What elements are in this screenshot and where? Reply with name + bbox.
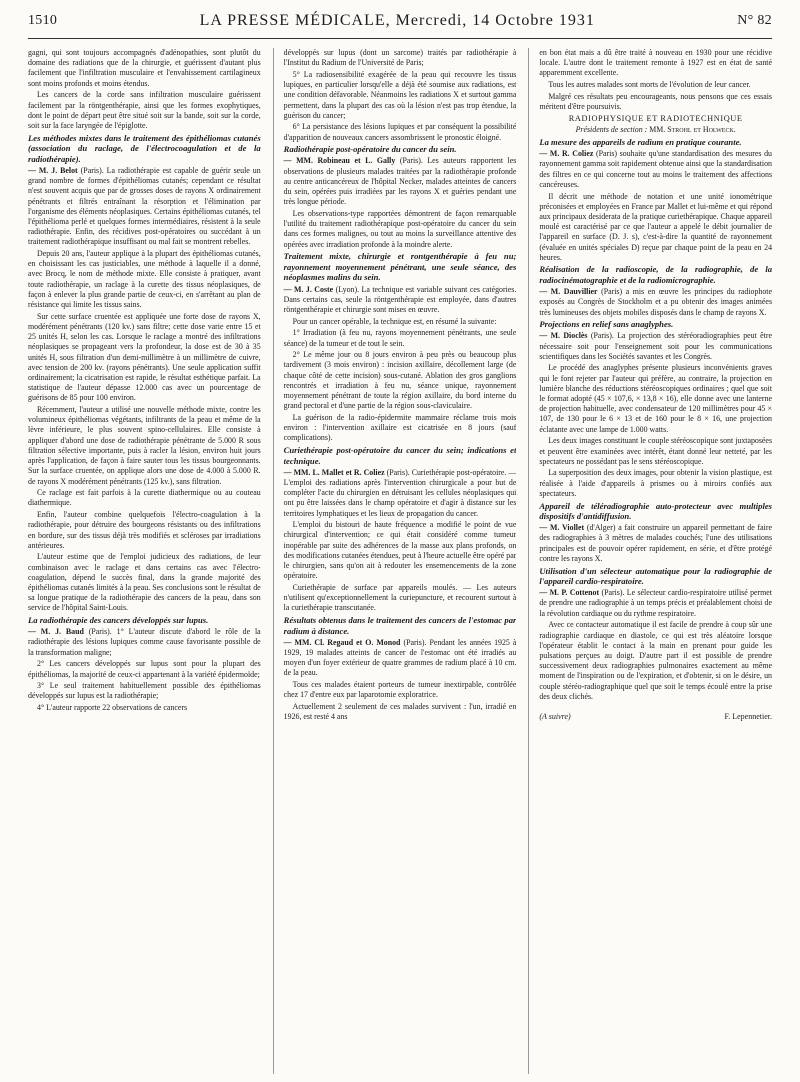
column-3 (528, 48, 772, 1074)
paragraph (284, 638, 517, 679)
paragraph: 1° Irradiation (à feu nu, rayons moyennement pénétrants, une seule séance) de la tumeur et de tout le sein. (283, 328, 517, 348)
paragraph-text: (Paris). Pendant les années 1925 à 1929, 19 malades atteints de cancer de l'estomac ont été irradiés au moyen d'un foyer extérieur de quatre grammes de radium placé à 10 cm. de la peau. (283, 637, 517, 678)
paragraph: Les observations-type rapportées démontrent de façon remarquable l'utilité du traitement radiothérapique post-opératoire du cancer du sein dans ces formes malignes, ou tout au moins la surveillance attentive des opérées avec irradiation profonde à la moindre alerte. (283, 208, 517, 249)
paragraph: Malgré ces résultats peu encourageants, nous pensons que ces essais méritent d'être poursuivis. (539, 91, 773, 112)
paragraph (539, 523, 772, 564)
article-footer (539, 712, 772, 722)
paragraph (539, 149, 772, 190)
paragraph-text: (Paris). 1° L'auteur discute d'abord le rôle de la radiothérapie des lésions lupiques comme cause favorisante possible de la transformation maligne; (28, 627, 261, 657)
column-1 (28, 48, 261, 1074)
section-title-text: La mesure des appareils de radium en pratique courante. (539, 137, 742, 148)
section-title (539, 264, 772, 285)
paragraph: 2° Les cancers développés sur lupus sont pour la plupart des épithéliomas, la majorité de ceux-ci appartenant à la variété épidermoïde; (28, 659, 261, 679)
paragraph (284, 468, 517, 519)
paragraph: L'auteur estime que de l'emploi judicieux des radiations, de leur combinaison avec le raclage et dans certains cas avec l'électro-coagulation, dépend le succès final, dans la grande majorité des épithéliomas cutanés limités à la peau. Ses conclusions sont le résultat de sa longue pratique de la radiothérapie des cancers de la peau, dans son service de l'hôpital Saint-Louis. (28, 552, 261, 613)
paragraph: Actuellement 2 seulement de ces malades survivent : l'un, irradié en 1926, est resté 4 ans (283, 702, 517, 722)
author: — M. P. Cottenot (539, 588, 600, 598)
journal-title: LA PRESSE MÉDICALE, Mercredi, 14 Octobre 1931 (199, 12, 595, 29)
paragraph (284, 156, 517, 207)
paragraph-text: (Paris). Le sélecteur cardio-respiratoire utilisé permet de prendre une radiographie à un temps précis et préalablement choisi de la révolution cardiaque ou du rythme respiratoire. (539, 588, 773, 618)
section-title-text: Réalisation de la radioscopie, de la radiographie, de la radiocinématographie et de la radiomicrographie. (539, 264, 773, 286)
section-title (539, 319, 772, 330)
paragraph: Sur cette surface cruentée est appliquée une forte dose de rayons X, modérément pénétrants (120 kv.) sans filtre; cette dose varie entre 15 et 25 unités H, selon les cas. Lorsque le raclage a montré des infiltrations néoplasiques se propageant vers la profondeur, la dose est de 30 à 35 unités H, sous filtration d'un demi-millimètre à un millimètre de cuivre, avec tension de 200 kv. (rayons pénétrants). Une seule application suffit ordinairement; la cicatrisation est rapide, le résultat esthétique parfait. La statistique de l'auteur dépasse 12.000 cas avec un pourcentage de guérisons de 85 pour 100 environ. (28, 311, 261, 403)
paragraph (284, 285, 517, 316)
paragraph: Il décrit une méthode de notation et une unité ionométrique préconisées et employées en France par Mallet et lui-même et qui répond aux principaux desiderata de la pratique curiethérapique. Chaque appareil moulé est caractérisé par ce que l'auteur a appelé le débit journalier de l'appareil en surface (D. J. s), c'est-à-dire la quantité de rayonnement (évaluée en unités spéciales D) reçue par chaque point de la peau en 24 heures. (539, 191, 773, 262)
paragraph (539, 588, 772, 619)
page-number: 1510 (28, 13, 58, 28)
issue-number: N° 82 (737, 13, 772, 28)
presidents-label: Présidents de section : (575, 125, 648, 135)
paragraph: 3° Le seul traitement habituellement possible des épithéliomas développés sur lupus est la radiothérapie; (28, 681, 261, 701)
section-title (28, 615, 261, 626)
paragraph: Les cancers de la corde sans infiltration musculaire guérissent facilement par la röntgenthérapie, ainsi que les formes exophytiques, dont le point de départ peut être situé soit sur la bande, soit sur la corde, soit sur la face laryngée de l'épiglotte. (28, 90, 261, 130)
paragraph: Tous les autres malades sont morts de l'évolution de leur cancer. (548, 80, 751, 90)
section-title-text: Appareil de téléradiographie auto-protecteur avec multiples dispositifs d'antidiffusion. (539, 500, 773, 522)
paragraph-text: (Paris) souhaite qu'une standardisation des mesures du rayonnement gamma soit rapidement obtenue ainsi que la standardisation des filtres en ce qui concerne tout au moins le traitement des affections cancéreuses. (539, 149, 773, 189)
paragraph: 6° La persistance des lésions lupiques et par conséquent la possibilité d'apparition de nouveaux cancers assombrissent le pronostic éloigné. (283, 122, 517, 142)
paragraph: Le procédé des anaglyphes présente plusieurs inconvénients graves qui le font rejeter par l'auteur qui préfère, au contraire, la projection en lumière blanche des réductions stéréoscopiques ordinaires ; quel que soit le format adopté (45 × 107,6, × 13,8 × 16), elle donne avec une lanterne de projection habituelle, avec condensateur de 120 millimètres pour 45 × 107, de 130 pour le 6 × 13 et de 160 pour le 8 × 16, une projection éclatante avec une lampe de 1.000 watts. (539, 363, 773, 434)
section-title-text: Résultats obtenus dans le traitement des cancers de l'estomac par radium à distance. (283, 615, 517, 636)
section-title-text: La radiothérapie des cancers développés sur lupus. (28, 615, 209, 626)
author: — MM. Robineau et L. Gally (283, 156, 396, 166)
paragraph: Pour un cancer opérable, la technique est, en résumé la suivante: (292, 316, 497, 326)
author: — M. Dioclès (539, 331, 588, 341)
presidents-names: MM. Strohl et Holweck. (649, 125, 736, 135)
author: — MM. Cl. Regaud et O. Monod (283, 637, 401, 647)
section-title-text: Projections en relief sans anaglyphes. (539, 319, 674, 330)
section-title (284, 615, 517, 636)
paragraph: Les deux images constituant le couple stéréoscopique sont juxtaposées et peuvent être examinées avec intérêt, étant donné leur netteté, par les spectateurs ne possédant pas le sens stéréoscopique. (539, 436, 773, 466)
section-title (28, 133, 261, 165)
section-title-text: Traitement mixte, chirurgie et rontgenthérapie à feu nu; rayonnement moyennement pénétrant, une seule séance, des néoplasmes malins du sein. (283, 251, 517, 283)
section-title (284, 251, 517, 283)
paragraph: 2° Le même jour ou 8 jours environ à peu près ou beaucoup plus tardivement (3 mois environ) : incision axillaire, décollement large (de chaque côté de cette incision) sous-cutané. Ablation des gros ganglions rencontrés et irradiation à feu nu, séance unique, rayonnement moyennement pénétrant de toute la région axillaire, du bord interne du grand pectoral et d'une partie de la région sous-claviculaire. (283, 350, 517, 411)
paragraph-text: (Paris). La projection des stéréoradiographies peut être nécessaire soit pour l'enseignement soit pour les communications scientifiques dans les Sociétés savantes et les Congrès. (539, 331, 773, 361)
to-be-continued: (A suivre) (539, 712, 571, 722)
section-title (539, 566, 772, 587)
paragraph (539, 287, 772, 318)
paragraph-text: (Paris) a mis en œuvre les principes du radiophote exposés au Congrès de Stockholm et a pu obtenir des images animées très lumineuses des objets mobiles disposés dans le champ de rayons X. (539, 287, 773, 317)
signature: F. Lepennetier. (724, 712, 773, 722)
paragraph: La guérison de la radio-épidermite mammaire réclame trois mois environ : l'intervention axillaire est cicatrisée en 8 jours (sauf complications). (283, 412, 517, 443)
paragraph-text: (d'Alger) a fait construire un appareil permettant de faire des radiographies à 3 mètres de malades couchés; l'une des utilisations principales est de pouvoir opérer rapidement, en série, et d'être protégé contre les rayons X. (539, 523, 773, 563)
author: — MM. L. Mallet et R. Coliez (283, 467, 385, 477)
paragraph: Tous ces malades étaient porteurs de tumeur inextirpable, contrôlée chez 17 d'entre eux par laparotomie exploratrice. (283, 680, 517, 700)
paragraph: Récemment, l'auteur a utilisé une nouvelle méthode mixte, contre les volumineux épithéliomas végétants, infiltrants de la peau et même de la lèvre inférieure, le plus souvent spino-cellulaires. Elle consiste à appliquer d'abord une dose de radiothérapie pénétrante de 5.000 R sous filtration sélective importante, puis à racler la lésion, environ huit jours après l'application, de façon à faire sauter tous les tissus bourgeonnants. Sur la surface cruentée, on applique alors une dose de 4.000 à 5.000 R. de rayons X modérément pénétrants (125 kv.), sans filtration. (28, 405, 261, 486)
article-columns (28, 48, 772, 1074)
page-header (28, 4, 772, 39)
paragraph-text: (Paris). Les auteurs rapportent les observations de plusieurs malades traitées par la radiothérapie profonde au centre anticancéreux de l'hôpital Necker, malades atteintes de cancers du sein, opérées puis irradiées par les rayons X et guéries pendant une très longue période. (283, 156, 517, 207)
section-title (539, 501, 772, 522)
author: — M. Dauvillier (539, 287, 598, 297)
author: — M. J. Belot (28, 165, 78, 175)
paragraph: Ce raclage est fait parfois à la curette diathermique ou au couteau diathermique. (28, 488, 261, 508)
author: — M. Viollet (539, 523, 585, 533)
column-2 (273, 48, 517, 1074)
section-presidents (539, 125, 772, 135)
section-title-text: Radiothérapie post-opératoire du cancer du sein. (283, 144, 457, 155)
section-title (284, 445, 517, 466)
section-title-text: Utilisation d'un sélecteur automatique pour la radiographie de l'appareil cardio-respiratoire. (539, 565, 773, 587)
paragraph: La superposition des deux images, pour obtenir la vision plastique, est réalisée à l'aide d'appareils à prismes ou à miroirs confiés aux spectateurs. (539, 468, 773, 498)
section-title-text: Les méthodes mixtes dans le traitement des épithéliomas cutanés (association du raclage, de l'électrocoagulation et de la radiothérapie). (28, 132, 261, 164)
paragraph: Avec ce contacteur automatique il est facile de prendre à coup sûr une radiographie cardiaque en diastole, ce qui est très aléatoire lorsque l'opérateur établit le contact à la main en prenant pour guide les pulsations perçues au doigt. D'autre part il est possible de prendre successivement deux radiographies pulmonaires exactement au même moment de l'inspiration ou de l'expiration, et d'obtenir, si on le désire, un couple stéréo-radiographique quel que soit le temps écoulé entre la prise des deux clichés. (539, 620, 773, 701)
paragraph (28, 627, 261, 658)
paragraph: développés sur lupus (dont un sarcome) traités par radiothérapie à l'Institut du Radium de l'Université de Paris; (283, 48, 517, 68)
paragraph: 5° La radiosensibilité exagérée de la peau qui recouvre les tissus lupiques, en particulier lorsqu'elle a déjà été soumise aux radiations, est une condition défavorable. Néanmoins les radiations X et surtout gamma permettent, dans la plupart des cas où la lésion n'est pas trop étendue, la guérison du cancer; (283, 69, 517, 120)
section-heading: RADIOPHYSIQUE ET RADIOTECHNIQUE (568, 113, 743, 123)
paragraph: en bon état mais a dû être traité à nouveau en 1930 pour une récidive locale. L'autre dont le traitement remonte à 1927 est en état de santé apparemment excellente. (539, 48, 773, 78)
paragraph: Enfin, l'auteur combine quelquefois l'électro-coagulation à la radiothérapie, pour détruire des bourgeons résistants ou des infiltrations en bordure, sur des tissus déjà très modifiés et scléroses par irradiations antérieures. (28, 510, 261, 550)
paragraph: 4° L'auteur rapporte 22 observations de cancers (37, 703, 188, 713)
paragraph (28, 166, 261, 248)
paragraph-text: (Lyon). La technique est variable suivant ces catégories. Dans certains cas, seule la röntgenthérapie est employée, dans d'autres röntgenthérapie et chirurgie sont mises en œuvre. (283, 284, 517, 314)
paragraph: L'emploi du bistouri de haute fréquence a modifié le point de vue chirurgical d'intervention; ce qui était considéré comme tumeur inopérable par suite des adhérences de la masse aux plans profonds, on des modifications cutanées étendues, peut à l'heure actuelle être opéré par le chirurgien, sans qu'on ait à redouter les ensemencements de la zone opératoire. (283, 520, 517, 581)
paragraph-text: (Paris). La radiothérapie est capable de guérir seule un grand nombre de formes d'épithéliomas cutanés; cependant ce résultat n'est souvent acquis que par de grosses doses de rayons X ordinairement pénétrants et filtrés entraînant la résorption et l'élimination par l'organisme des éléments néoplasiques. Certains épithéliomas cutanés, tel l'épithélioma perlé et quelques formes intermédiaires, résistent à la seule radiothérapie. Enfin, des récidives post-opératoires ou succédant à un traitement radiothérapique insuffisant ou mal fait se montrent rebelles. (28, 165, 261, 247)
paragraph: Depuis 20 ans, l'auteur applique à la plupart des épithéliomas cutanés, en choisissant les cas justiciables, une méthode à laquelle il a donné, avec Brocq, le nom de méthode mixte. Elle consiste à pratiquer, avant toute radiothérapie, un raclage à la curette des tissus néoplasiques, de façon à enlever la plus grande partie de ceux-ci, en s'arrêtant au plan de résistance qui limite les tissus sains. (28, 249, 261, 310)
paragraph (539, 331, 772, 362)
section-title-text: Curiethérapie post-opératoire du cancer du sein; indications et technique. (283, 445, 517, 466)
section-title (539, 137, 772, 148)
paragraph: gagni, qui sont toujours accompagnés d'adénopathies, sont plutôt du domaine des radiations que de la chirurgie, et guérissent d'autant plus facilement que l'infiltration musculaire et l'envahissement cartilagineux sont moins profonds et moins étendus. (28, 48, 261, 88)
section-title (284, 144, 517, 155)
author: — M. R. Coliez (539, 149, 594, 159)
author: — M. J. Baud (28, 627, 84, 637)
paragraph: Curiethérapie de surface par appareils moulés. — Les auteurs n'utilisent qu'exceptionnellement la curiepuncture, et recourent surtout à la curiethérapie transcutanée. (283, 583, 517, 613)
paragraph-text: (Paris). Curiethérapie post-opératoire. — L'emploi des radiations après l'intervention chirurgicale a pour but de compléter l'acte du chirurgien en détruisant les cellules néoplasiques qui ont pu être laissées dans le champ opératoire et d'agir à distance sur les territoires lymphatiques et les lieux de propagation du cancer. (283, 467, 517, 518)
author: — M. J. Coste (283, 284, 334, 294)
